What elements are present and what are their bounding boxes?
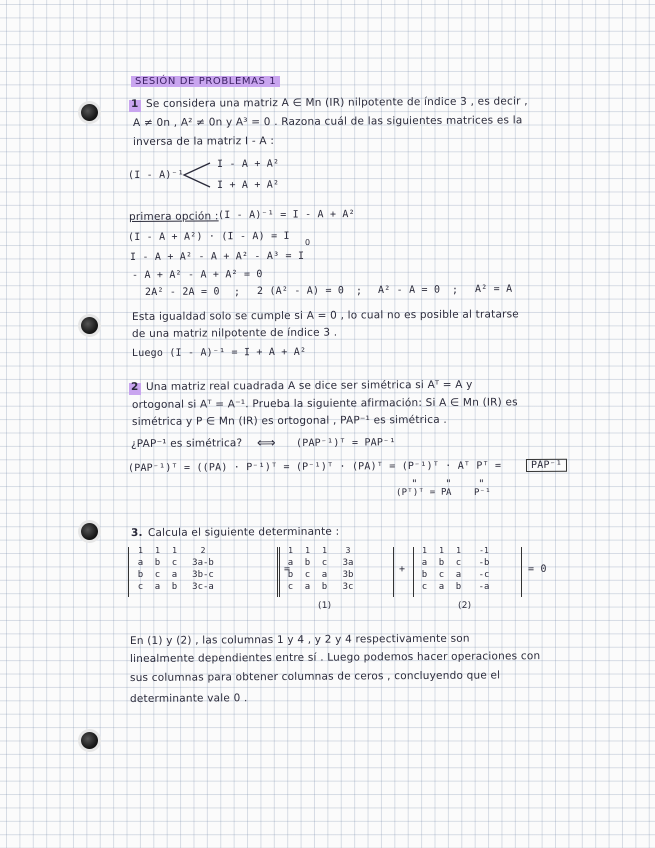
determinant-entry: a bbox=[304, 582, 311, 592]
determinant-entry: 1 bbox=[288, 546, 293, 555]
determinant-entry: 1 bbox=[456, 546, 461, 555]
label-2: (2) bbox=[457, 600, 472, 611]
determinant-entry: 1 bbox=[422, 546, 427, 555]
determinant-entry: -1 bbox=[479, 546, 489, 555]
determinant-entry: b bbox=[321, 582, 328, 592]
determinant-entry: b bbox=[287, 570, 294, 580]
work-line-2: (I - A + A²) · (I - A) = I bbox=[127, 230, 290, 243]
problem-1-line-3: inversa de la matriz I - A : bbox=[132, 135, 275, 148]
determinant-entry: 2 bbox=[200, 546, 206, 555]
conclusion-line-2: de una matriz nilpotente de índice 3 . bbox=[131, 326, 338, 340]
problem-2-number: 2 bbox=[130, 380, 139, 393]
equivalence-arrow: ⟺ bbox=[256, 435, 276, 451]
determinant-entry: c bbox=[455, 558, 462, 568]
determinant-entry: 3c bbox=[342, 582, 354, 592]
determinant-entry: c bbox=[438, 570, 445, 580]
determinant-entry: c bbox=[154, 570, 161, 580]
under-value-2: A bbox=[445, 487, 452, 498]
determinant-entry: a bbox=[421, 558, 428, 568]
label-1: (1) bbox=[317, 600, 332, 611]
under-value-3: P⁻¹ bbox=[473, 487, 491, 498]
under-eq-3: " bbox=[478, 477, 485, 490]
determinant-entry: 3b-c bbox=[192, 570, 214, 580]
determinant-entry: 1 bbox=[172, 546, 177, 555]
work-line-3: I - A + A² - A + A² - A³ = I bbox=[129, 250, 305, 263]
determinant-entry: b bbox=[455, 582, 462, 592]
determinant-entry: b bbox=[154, 558, 161, 568]
determinant-entry: -b bbox=[478, 558, 490, 568]
determinant-entry: a bbox=[154, 582, 161, 592]
problem-2-line-2: ortogonal si Aᵀ = A⁻¹. Prueba la siguiente afirmación: Si A ∈ Mn (IR) es bbox=[131, 396, 518, 411]
determinant-entry: 1 bbox=[138, 546, 143, 555]
cancel-zero: 0 bbox=[304, 237, 311, 247]
determinant-entry: c bbox=[421, 582, 428, 592]
explanation-line-2: linealmente dependientes entre sí . Luego podemos hacer operaciones con bbox=[129, 650, 541, 665]
problem-1-line-1: Se considera una matriz A ∈ Mn (IR) nilpotente de índice 3 , es decir , bbox=[145, 95, 528, 110]
sep-2: ; bbox=[355, 285, 363, 297]
determinant-entry: c bbox=[137, 582, 144, 592]
explanation-line-1: En (1) y (2) , las columnas 1 y 4 , y 2 y 4 respectivamente son bbox=[129, 632, 470, 647]
transpose-chain: (PAP⁻¹)ᵀ = ((PA) · P⁻¹)ᵀ = (P⁻¹)ᵀ · (PA)ᵀ = (P⁻¹)ᵀ · Aᵀ Pᵀ = bbox=[127, 460, 502, 474]
determinant-entry: a bbox=[287, 558, 294, 568]
binder-hole bbox=[81, 732, 98, 749]
first-option-label: primera opción : bbox=[128, 210, 219, 223]
binder-hole bbox=[81, 104, 98, 121]
determinant-entry: b bbox=[171, 582, 178, 592]
determinant-entry: b bbox=[438, 558, 445, 568]
determinant-entry: b bbox=[304, 558, 311, 568]
determinant-entry: c bbox=[304, 570, 311, 580]
determinant-entry: 3a bbox=[342, 558, 354, 568]
determinant-entry: 1 bbox=[155, 546, 160, 555]
under-eq-1: " bbox=[411, 477, 418, 490]
session-title: SESIÓN DE PROBLEMAS 1 bbox=[131, 76, 280, 87]
work-line-5b: 2 (A² - A) = 0 bbox=[256, 285, 345, 297]
determinant-entry: b bbox=[421, 570, 428, 580]
equals-sign: = bbox=[283, 563, 291, 575]
sep-3: ; bbox=[451, 284, 459, 296]
binder-hole bbox=[81, 317, 98, 334]
work-line-5a: 2A² - 2A = 0 bbox=[144, 286, 220, 298]
determinant-entry: a bbox=[438, 582, 445, 592]
symmetry-question: ¿PAP⁻¹ es simétrica? bbox=[130, 437, 243, 450]
determinant-entry: 1 bbox=[305, 546, 310, 555]
determinant-entry: -c bbox=[478, 570, 490, 580]
sep-1: ; bbox=[233, 286, 241, 298]
determinant-entry: a bbox=[321, 570, 328, 580]
determinant-entry: 3b bbox=[342, 570, 354, 580]
determinant-entry: c bbox=[171, 558, 178, 568]
explanation-line-4: determinante vale 0 . bbox=[129, 692, 248, 705]
problem-1-line-2: A ≠ 0n , A² ≠ 0n y A³ = 0 . Razona cuál de las siguientes matrices es la bbox=[132, 114, 523, 129]
determinant-entry: b bbox=[137, 570, 144, 580]
option-2: I + A + A² bbox=[216, 179, 280, 191]
work-line-1: (I - A)⁻¹ = I - A + A² bbox=[217, 209, 355, 221]
determinant-entry: 3 bbox=[345, 546, 351, 555]
work-line-5c: A² - A = 0 bbox=[377, 284, 441, 296]
conclusion-line-1: Esta igualdad solo se cumple si A = 0 , lo cual no es posible al tratarse bbox=[131, 308, 519, 323]
result: = 0 bbox=[527, 563, 547, 575]
determinant-entry: -a bbox=[478, 582, 490, 592]
conclusion-line-3: Luego (I - A)⁻¹ = I + A + A² bbox=[131, 346, 307, 359]
determinant-entry: 3a-b bbox=[192, 558, 214, 568]
determinant-entry: 1 bbox=[439, 546, 444, 555]
determinant-entry: 3c-a bbox=[192, 582, 214, 592]
option-1: I - A + A² bbox=[216, 158, 280, 170]
plus-sign: + bbox=[398, 563, 406, 575]
inverse-lhs: (I - A)⁻¹ bbox=[127, 169, 185, 181]
boxed-result: PAP⁻¹ bbox=[526, 459, 567, 472]
determinant-entry: a bbox=[137, 558, 144, 568]
work-line-5d: A² = A bbox=[474, 283, 513, 295]
problem-3-line-1: Calcula el siguiente determinante : bbox=[147, 525, 340, 539]
problem-3-number: 3. bbox=[130, 526, 143, 539]
problem-2-line-1: Una matriz real cuadrada A se dice ser simétrica si Aᵀ = A y bbox=[145, 378, 473, 393]
branch-brace bbox=[182, 160, 212, 190]
binder-hole bbox=[81, 523, 98, 540]
determinant-entry: c bbox=[321, 558, 328, 568]
determinant-entry: 1 bbox=[322, 546, 327, 555]
determinant-entry: a bbox=[171, 570, 178, 580]
problem-1-number: 1 bbox=[130, 97, 139, 110]
determinant-entry: c bbox=[287, 582, 294, 592]
problem-2-line-3: simétrica y P ∈ Mn (IR) es ortogonal , PAP⁻¹ es simétrica . bbox=[131, 413, 447, 428]
under-value-1: (Pᵀ)ᵀ = P bbox=[395, 487, 447, 498]
explanation-line-3: sus columnas para obtener columnas de ceros , concluyendo que el bbox=[129, 669, 501, 684]
under-eq-2: " bbox=[445, 477, 452, 490]
question-rhs: (PAP⁻¹)ᵀ = PAP⁻¹ bbox=[295, 437, 396, 449]
work-line-4: - A + A² - A + A² = 0 bbox=[131, 269, 263, 281]
determinant-entry: a bbox=[455, 570, 462, 580]
